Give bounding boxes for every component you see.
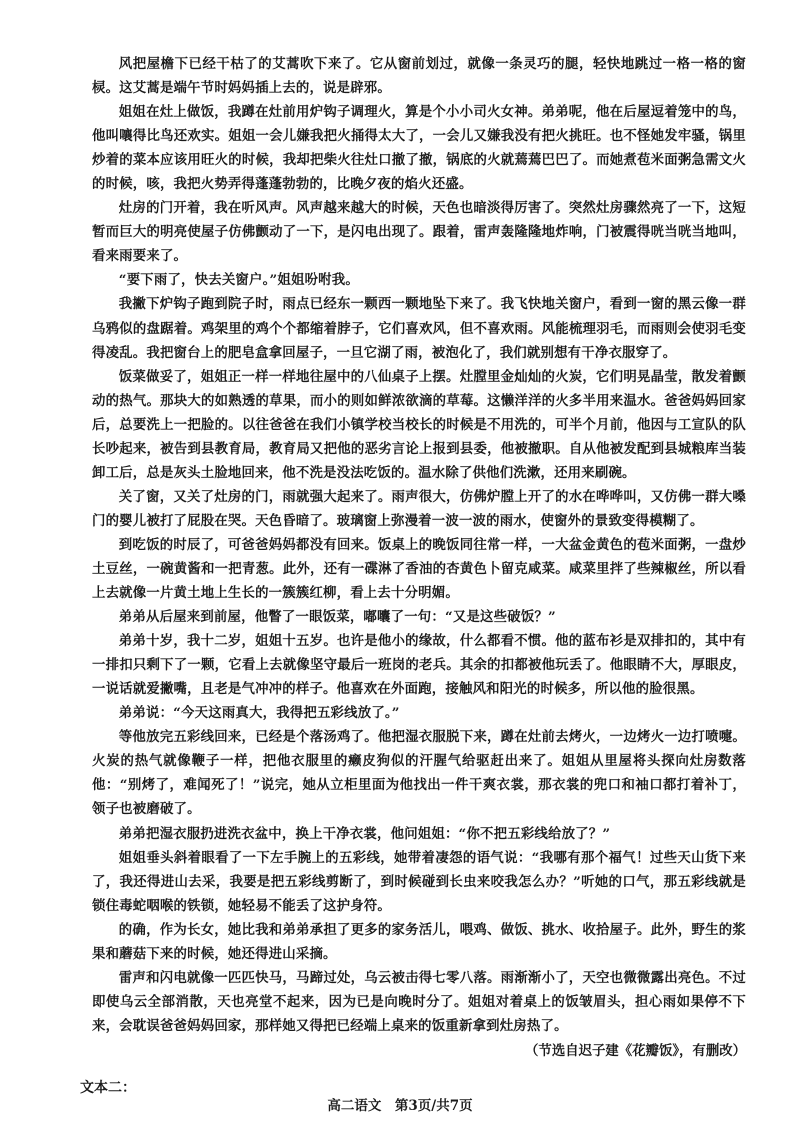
paragraph: 关了窗，又关了灶房的门，雨就强大起来了。雨声很大，仿佛炉膛上开了的水在哗哗叫，又仿佛一群大嗓门的婴儿被打了屁股在哭。天色昏暗了。玻璃窗上弥漫着一波一波的雨水，使窗外的景致变得模糊了。 [92,488,746,529]
paragraph: 我撇下炉钩子跑到院子时，雨点已经东一颗西一颗地坠下来了。我飞快地关窗户，看到一窗的黑云像一群乌鸦似的盘踞着。鸡架里的鸡个个都缩着脖子，它们喜欢风，但不喜欢雨。风能梳理羽毛，而雨则会使羽毛变得凌乱。我把窗台上的肥皂盒拿回屋子，一旦它湖了雨，被泡化了，我们就别想有干净衣服穿了。 [92,296,746,361]
source-note: （节选自迟子建《花瓣饭》，有删改） [525,1042,746,1059]
paragraph: “要下雨了，快去关窗户。”姐姐吩咐我。 [118,272,359,289]
page-footer: 高二语文 第3页/共7页 [327,1098,473,1114]
paragraph: 弟弟把湿衣服扔进洗衣盆中，换上干净衣裳，他问姐姐：“你不把五彩线给放了？” [118,825,611,842]
paragraph: 弟弟说：“今天这雨真大，我得把五彩线放了。” [118,705,400,722]
paragraph: 风把屋檐下已经干枯了的艾蒿吹下来了。它从窗前划过，就像一条灵巧的腿，轻快地跳过一格一格的窗棂。这艾蒿是端午节时妈妈插上去的，说是辟邪。 [92,56,746,97]
paragraph: 姐姐垂头斜着眼看了一下左手腕上的五彩线，她带着凄怨的语气说：“我哪有那个福气！过些天山货下来了，我还得进山去采，我要是把五彩线剪断了，到时候碰到长虫来咬我怎么办？”听她的口气，那五彩线就是锁住毒蛇咽喉的铁锁，她轻易不能丢了这护身符。 [92,849,746,914]
paragraph: 饭菜做妥了，姐姐正一样一样地往屋中的八仙桌子上摆。灶膛里金灿灿的火炭，它们明晃晶莹，散发着颤动的热气。那块大的如熟透的草果，而小的则如鲜浓欲滴的草莓。这懒洋洋的火多半用来温水。爸爸妈妈回家后，总要洗上一把脸的。以往爸爸在我们小镇学校当校长的时候是不用洗的，可半个月前，他因与工宣队的队长吵起来，被告到县教育局，教育局又把他的恶劣言论上报到县委，他被撤职。自从他被发配到县城粮库当装卸工后，总是灰头土脸地回来，他不洗是没法吃饭的。温水除了供他们洗漱，还用来刷碗。 [92,368,746,481]
paragraph: 姐姐在灶上做饭，我蹲在灶前用炉钩子调理火，算是个小小司火女神。弟弟呢，他在后屋逗着笼中的鸟，他叫嚷得比鸟还欢实。姐姐一会儿嫌我把火捅得太大了，一会儿又嫌我没有把火挑旺。也不怪她发牢骚，锅里炒着的菜本应该用旺火的时候，我却把柴火往灶口撤了撤，锅底的火就蔫蔫巴巴了。而她煮苞米面粥急需文火的时候，咳，我把火势弄得蓬蓬勃勃的，比晚夕夜的焰火还盛。 [92,104,746,193]
paragraph: 雷声和闪电就像一匹匹快马，马蹄过处，乌云被击得七零八落。雨渐渐小了，天空也微微露出亮色。不过即使乌云全部消散，天也亮堂不起来，因为已是向晚时分了。姐姐对着桌上的饭皱眉头，担心雨如果停不下来，会耽误爸爸妈妈回家，那样她又得把已经端上桌来的饭重新拿到灶房热了。 [92,969,746,1034]
paragraph: 到吃饭的时辰了，可爸爸妈妈都没有回来。饭桌上的晚饭同往常一样，一大盆金黄色的苞米面粥，一盘炒土豆丝，一碗黄酱和一把青葱。此外，还有一碟淋了香油的杏黄色卜留克咸菜。咸菜里拌了些辣椒丝，所以看上去就像一片黄土地上生长的一簇簇红柳，看上去十分明媚。 [92,536,746,602]
paragraph: 弟弟从后屋来到前屋，他瞥了一眼饭菜，嘟囔了一句：“又是这些破饭？” [118,609,556,626]
paragraph: 的确，作为长女，她比我和弟弟承担了更多的家务活儿，喂鸡、做饭、挑水、收拾屋子。此外，野生的浆果和蘑菇下来的时候，她还得进山采摘。 [92,921,746,962]
section-label: 文本二： [80,1079,136,1096]
paragraph: 弟弟十岁，我十二岁，姐姐十五岁。也许是他小的缘故，什么都看不惯。他的蓝布衫是双排扣的，其中有一排扣只剩下了一颗，它看上去就像坚守最后一班岗的老兵。其余的扣都被他玩丢了。他眼睛不大，厚眼皮，一说话就爱撇嘴，且老是气冲冲的样子。他喜欢在外面跑，接触风和阳光的时候多，所以他的脸很黑。 [92,633,746,698]
paragraph: 等他放完五彩线回来，已经是个落汤鸡了。他把湿衣服脱下来，蹲在灶前去烤火，一边烤火一边打喷嚏。火炭的热气就像鞭子一样，把他衣服里的癞皮狗似的汗腥气给驱赶出来了。姐姐从里屋将头探向灶房数落他：“别烤了，难闻死了！”说完，她从立柜里面为他找出一件干爽衣裳，那衣裳的兜口和袖口都打着补丁，领子也被磨破了。 [92,729,746,818]
paragraph: 灶房的门开着，我在听风声。风声越来越大的时候，天色也暗淡得厉害了。突然灶房骤然亮了一下，这短暂而巨大的明亮使屋子仿佛颤动了一下，是闪电出现了。跟着，雷声轰隆隆地炸响，门被震得咣当咣当地叫，看来雨要来了。 [92,200,746,265]
